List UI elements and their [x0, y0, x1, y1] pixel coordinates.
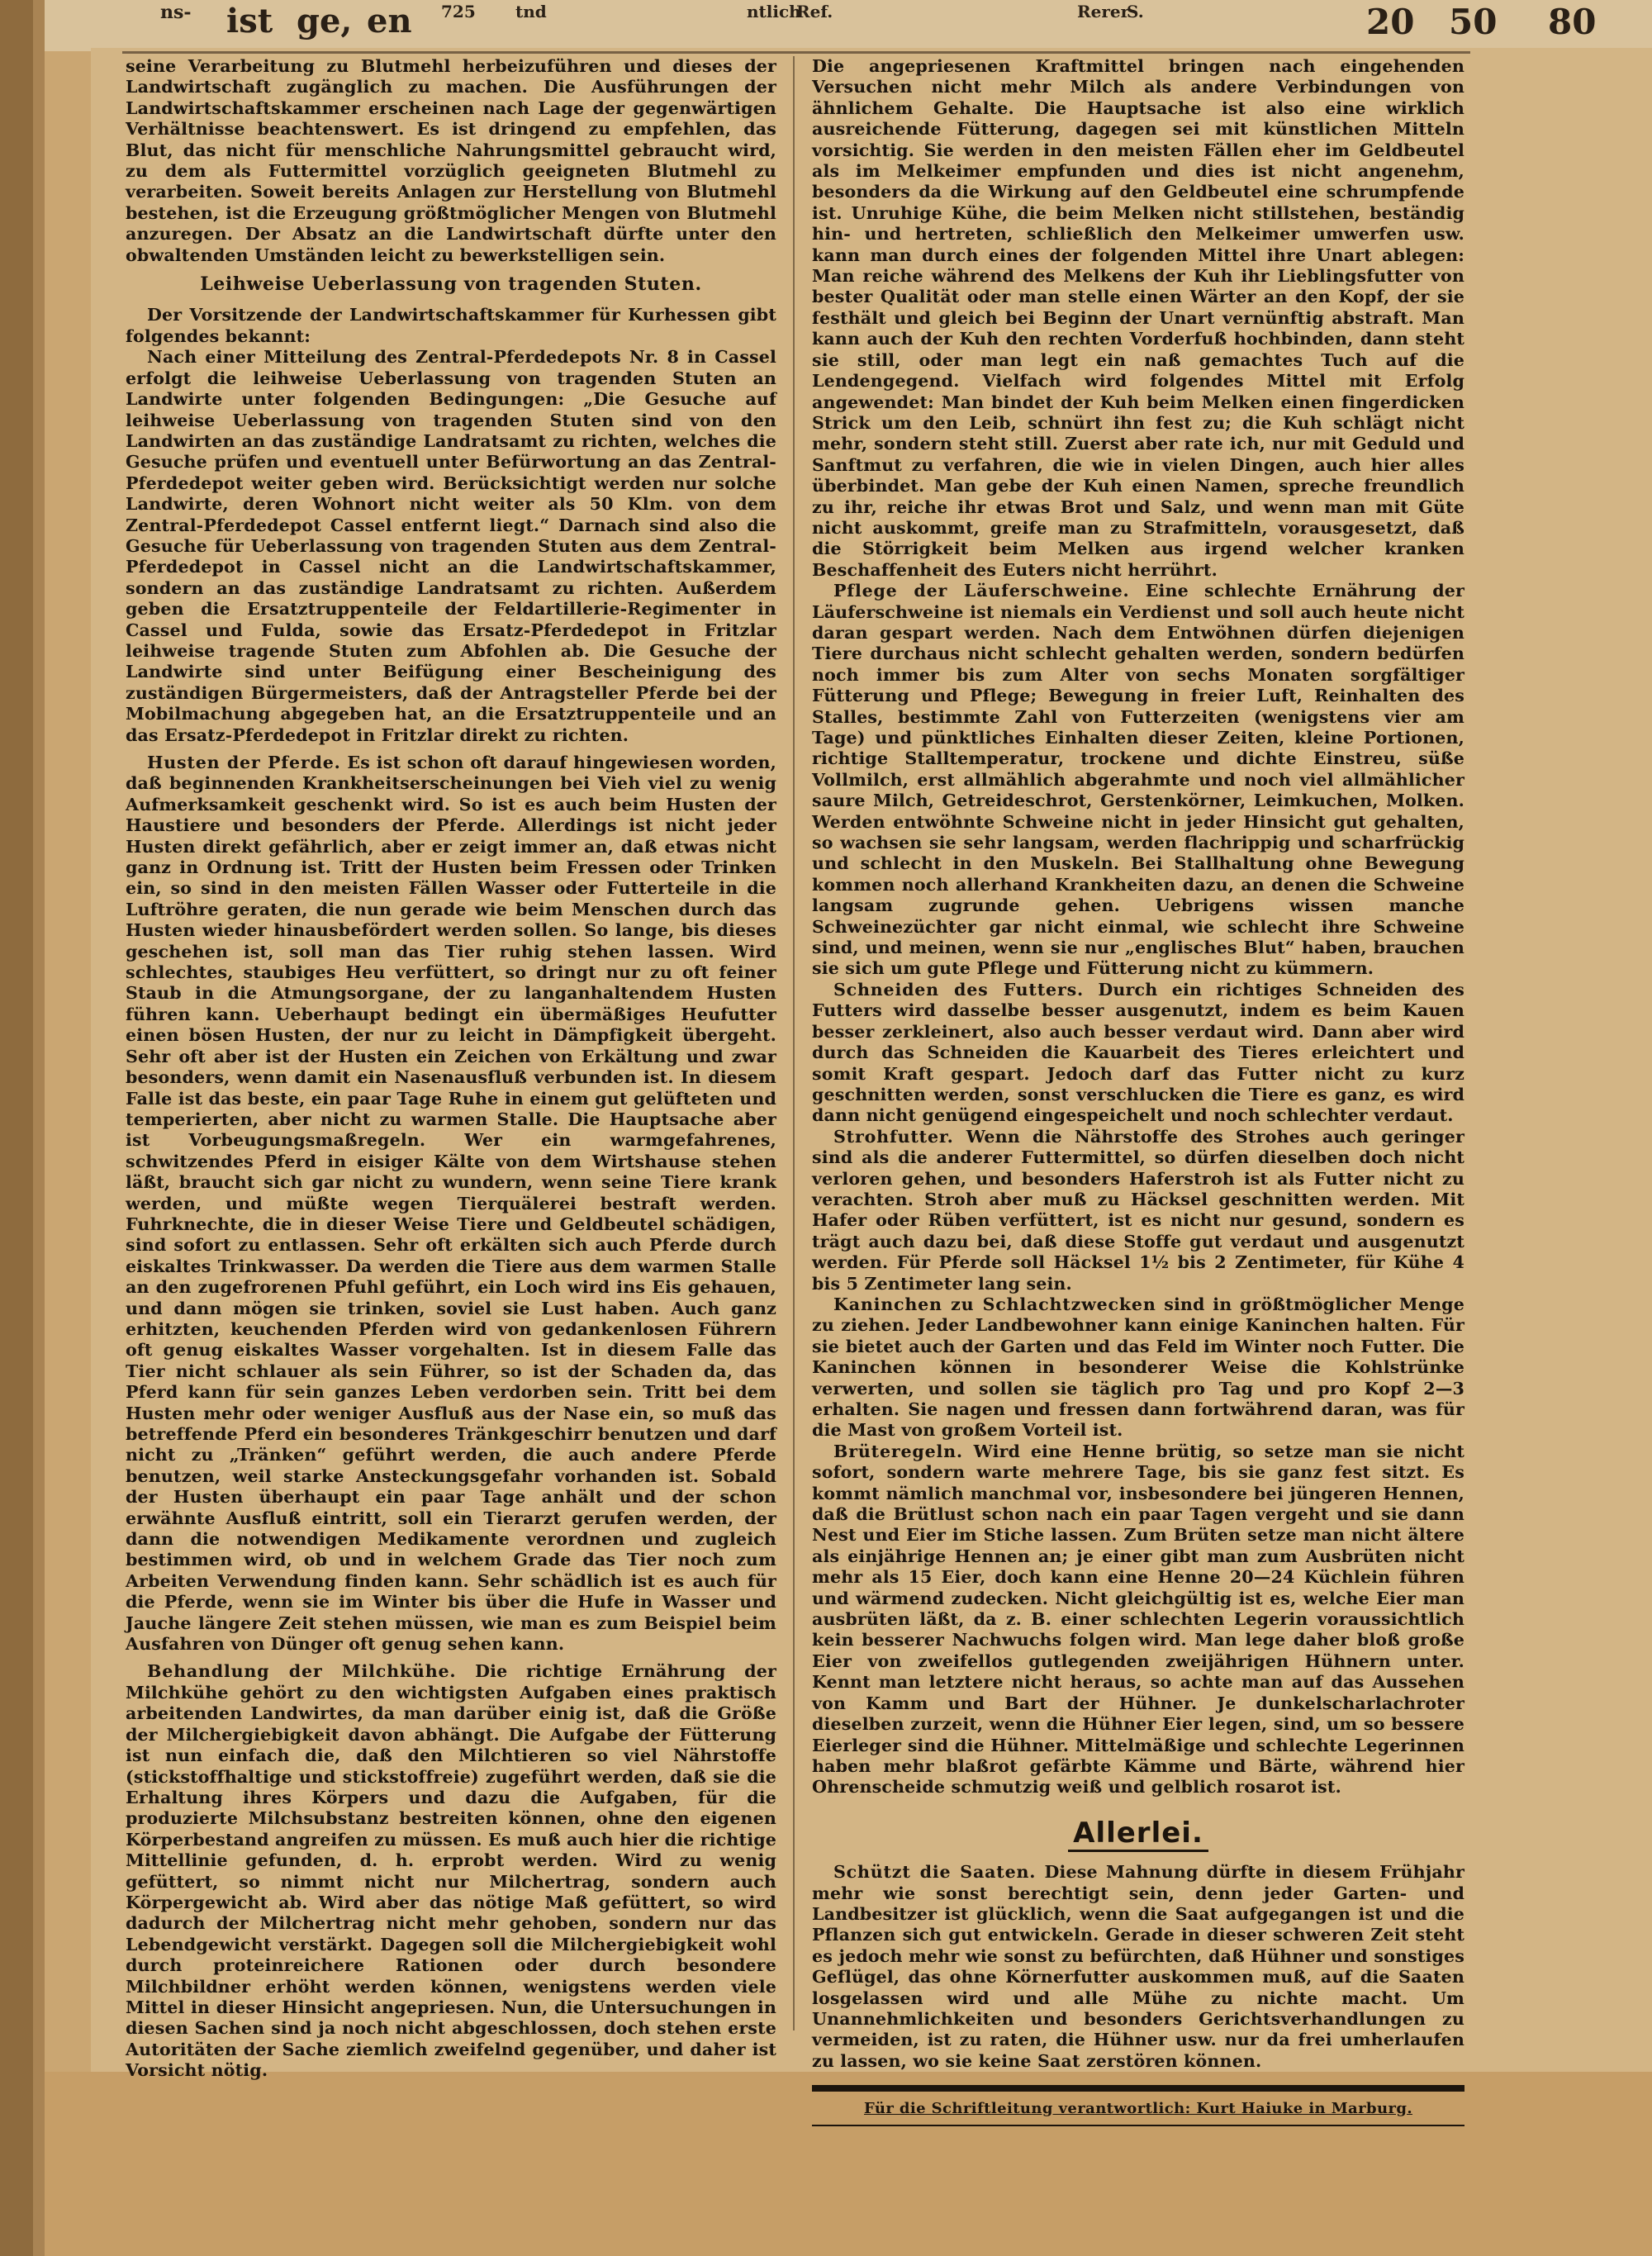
strohfutter-text: Wenn die Nährstoffe des Strohes auch geringer sind als die anderer Futtermittel, so dürfen dieselben doch nicht verloren gehen, und besonders Haferstroh ist als Futter nicht zu verachten. Stroh aber muß zu Häcksel geschnitten werden. Mit Hafer oder Rüben verfüttert, ist es nicht nur gesund, sondern es trägt auch dazu bei, daß diese Stoffe gut verdaut und ausgenutzt werden. Für Pferde soll Häcksel 1½ bis 2 Zentimeter, für Kühe 4 bis 5 Zentimeter lang sein.: [812, 1126, 1464, 1294]
allerlei-title: Allerlei.: [1068, 1817, 1208, 1852]
strip-fragment: Ref.: [796, 2, 833, 21]
husten-text: Es ist schon oft darauf hingewiesen worden, daß beginnenden Krankheitserscheinungen bei Vieh viel zu wenig Aufmerksamkeit geschenkt wird. So ist es auch beim Husten der Haustiere und besonders der Pferde. Allerdings ist nicht jeder Husten direkt gefährlich, aber er zeigt immer an, daß etwas nicht ganz in Ordnung ist. Tritt der Husten beim Fressen oder Trinken ein, so sind in den meisten Fällen Wasser oder Futterteile in die Luftröhre geraten, die nun gerade wie beim Menschen durch das Husten wieder hinausbefördert werden sollen. So lange, bis dieses geschehen ist, soll man das Tier ruhig stehen lassen. Wird schlechtes, staubiges Heu verfüttert, so dringt nur zu oft feiner Staub in die Atmungsorgane, der zu langanhaltendem Husten führen kann. Ueberhaupt bedingt ein übermäßiges Heufutter einen bösen Husten, der nur zu leicht in Dämpfigkeit übergeht. Sehr oft aber ist der Husten ein Zeichen von Erkältung und zwar besonders, wenn damit ein Nasenausfluß verbunden ist. In diesem Falle ist das beste, ein paar Tage Ruhe in einem gut gelüfteten und temperierten, aber nicht zu warmen Stalle. Die Hauptsache aber ist Vorbeugungsmaßregeln. Wer ein warmgefahrenes, schwitzendes Pferd in eisiger Kälte von dem Wirtshause stehen läßt, braucht sich gar nicht zu wundern, wenn seine Tiere krank werden, und müßte wegen Tierquälerei bestraft werden. Fuhrknechte, die in dieser Weise Tiere und Geldbeutel schädigen, sind sofort zu entlassen. Sehr oft erkälten sich auch Pferde durch eiskaltes Trinkwasser. Da werden die Tiere aus dem warmen Stalle an den zugefrorenen Pfuhl geführt, ein Loch wird ins Eis gehauen, und dann mögen sie trinken, soviel sie Lust haben. Auch ganz erhitzten, keuchenden Pferden wird von gedankenlosen Führern oft genug eiskaltes Wasser vorgehalten. Ist in diesem Falle das Tier nicht schlauer als sein Führer, so ist der Schaden da, das Pferd kann für sein ganzes Leben verdorben sein. Tritt bei dem Husten mehr oder weniger Ausfluß aus der Nase ein, so muß das betreffende Pferd ein besonderes Tränkgeschirr benutzen und darf nicht zu „Tränken“ geführt werden, die auch andere Pferde benutzen, weil starke Ansteckungsgefahr vorhanden ist. Sobald der Husten überhaupt ein paar Tage anhält und der schon erwähnte Ausfluß eintritt, soll ein Tierarzt gerufen werden, der dann die notwendigen Medikamente verordnen und zugleich bestimmen wird, ob und in welchem Grade das Tier noch zum Arbeiten Verwendung finden kann. Sehr schädlich ist es auch für die Pferde, wenn sie im Winter bis über die Hufe in Wasser und Jauche längere Zeit stehen müssen, wie man es zum Beispiel beim Ausfahren von Dünger oft genug sehen kann.: [126, 753, 776, 1655]
kaninchen-text: sind in größtmöglicher Menge zu ziehen. Jeder Landbewohner kann einige Kaninchen halten. Für sie bietet auch der Garten und das Feld im Winter noch Futter. Die Kaninchen können in besonderer Weise die Kohlstrünke verwerten, und sollen sie täglich pro Tag und pro Kopf 2—3 erhalten. Sie nagen und fressen dann fortwährend daran, was für die Mast von großem Vorteil ist.: [812, 1294, 1464, 1441]
strip-fragment: Rerer: [1077, 2, 1130, 21]
milchkuehe-paragraph: [126, 1661, 776, 2081]
laeuferschweine-text: Eine schlechte Ernährung der Läuferschweine ist niemals ein Verdienst und soll auch heute nicht daran gespart werden. Nach dem Entwöhnen dürfen diejenigen Tiere durchaus nicht schlecht gehalten werden, sondern bedürfen noch immer bis zum Alter von sechs Monaten sorgfältiger Fütterung und Pflege; Bewegung in freier Luft, Reinhalten des Stalles, bestimmte Zahl von Futterzeiten (wenigstens vier am Tage) und pünktliches Einhalten dieser Zeiten, kleine Portionen, richtige Stalltemperatur, trockene und dichte Einstreu, süße Vollmilch, erst allmählich abgerahmte und noch viel allmählicher saure Milch, Getreideschrot, Gerstenkörner, Leimkuchen, Molken. Werden entwöhnte Schweine nicht in jeder Hinsicht gut gehalten, so wachsen sie sehr langsam, werden flachrippig und scharfrückig und schlecht in den Muskeln. Bei Stallhaltung ohne Bewegung kommen noch allerhand Krankheiten dazu, an denen die Schweine langsam zugrunde gehen. Uebrigens wissen manche Schweinezüchter gar nicht einmal, wie schlecht ihre Schweine sind, und meinen, wenn sie nur „englisches Blut“ haben, brauchen sie sich um gute Pflege und Fütterung nicht zu kümmern.: [812, 581, 1465, 979]
brueteregeln-paragraph: [812, 1441, 1464, 1798]
blutmehl-paragraph: seine Verarbeitung zu Blutmehl herbeizuführen und dieses der Landwirtschaft zugänglich zu machen. Die Ausführungen der Landwirtschaftskammer erscheinen nach Lage der gegenwärtigen Verhältnisse beachtenswert. Es ist dringend zu empfehlen, das Blut, das nicht für menschliche Nahrungsmittel gebraucht wird, zu dem als Futtermittel vorzüglich geeigneten Blutmehl zu verarbeiten. Soweit bereits Anlagen zur Herstellung von Blutmehl bestehen, ist die Erzeugung größtmöglicher Mengen von Blutmehl anzuregen. Der Absatz an die Landwirtschaft dürfte unter den obwaltenden Umständen leicht zu bewerkstelligen sein.: [126, 56, 776, 265]
laeuferschweine-lead: Pflege der Läuferschweine.: [833, 581, 1130, 601]
kaninchen-lead: Kaninchen zu Schlachtzwecken: [833, 1294, 1156, 1314]
schneiden-lead: Schneiden des Futters.: [833, 979, 1084, 1000]
imprint-line: Für die Schriftleitung verantwortlich: Kurt Haiuke in Marburg.: [864, 2100, 1412, 2118]
top-rule: [122, 51, 1470, 54]
milchkuehe-text: Die richtige Ernährung der Milchkühe gehört zu den wichtigsten Aufgaben eines praktisch arbeitenden Landwirtes, da man darüber einig ist, daß die Größe der Milchergiebigkeit davon abhängt. Die Aufgabe der Fütterung ist nun einfach die, daß den Milchtieren so viel Nährstoffe (stickstoffhaltige und stickstoffreie) zugeführt werden, daß sie die Erhaltung ihres Körpers und dazu die Aufgaben, für die produzierte Milchsubstanz bestreiten können, ohne den eigenen Körperbestand angreifen zu müssen. Es muß auch hier die richtige Mittellinie gefunden, d. h. erprobt werden. Wird zu wenig gefüttert, so nimmt nicht nur Milchertrag, sondern auch Körpergewicht ab. Wird aber das nötige Maß gefüttert, so wird dadurch der Milchertrag nicht mehr gehoben, sondern nur das Lebendgewicht verstärkt. Dagegen soll die Milchergiebigkeit wohl durch proteinreichere Rationen oder durch besondere Milchbildner erhöht werden können, wenigstens werden viele Mittel in dieser Hinsicht angepriesen. Nun, die Untersuchungen in diesen Sachen sind ja noch nicht abgeschlossen, doch stehen erste Autoritäten der Sache ziemlich zweifelnd gegenüber, und daher ist Vorsicht nötig.: [126, 1661, 776, 2081]
saaten-paragraph: [812, 1862, 1464, 2072]
saaten-text: Diese Mahnung dürfte in diesem Frühjahr mehr wie sonst berechtigt sein, denn jeder Garten- und Landbesitzer ist glücklich, wenn die Saat aufgegangen ist und die Pflanzen sich gut entwickeln. Gerade in dieser schweren Zeit steht es jedoch mehr wie sonst zu befürchten, daß Hühner und sonstiges Geflügel, das ohne Körnerfutter auskommen muß, auf die Saaten losgelassen wird und alle Mühe zu nichte macht. Um Unannehmlichkeiten und besonders Gerichtsverhandlungen zu vermeiden, ist zu raten, die Hühner usw. nur da frei umherlaufen zu lassen, wo sie keine Saat zerstören können.: [812, 1862, 1464, 2071]
scan-edge: [0, 0, 33, 2256]
strip-fragment: S.: [1127, 2, 1144, 21]
schneiden-paragraph: [812, 980, 1464, 1127]
milchkuehe-continued: Die angepriesenen Kraftmittel bringen nach eingehenden Versuchen nicht mehr Milch als andere Verbindungen von ähnlichem Gehalte. Die Hauptsache ist also eine wirklich ausreichende Fütterung, dagegen sei mit künstlichen Mitteln vorsichtig. Sie werden in den meisten Fällen eher im Geldbeutel als im Melkeimer empfunden und dies ist nicht angenehm, besonders da die Wirkung auf den Geldbeutel eine schrumpfende ist. Unruhige Kühe, die beim Melken nicht stillstehen, beständig hin- und hertreten, schließlich den Melkeimer umwerfen usw. kann man durch eines der folgenden Mittel ihre Unart ablegen: Man reiche während des Melkens der Kuh ihr Lieblingsfutter von bester Qualität oder man stelle einen Wärter an den Kopf, der sie festhält und gleich bei Beginn der Unart vernünftig abstraft. Man kann auch der Kuh den rechten Vorderfuß hochbinden, dann steht sie still, oder man legt ein naß gemachtes Tuch auf die Lendengegend. Vielfach wird folgendes Mittel mit Erfolg angewendet: Man bindet der Kuh beim Melken einen fingerdicken Strick um den Leib, schnürt ihn fest zu; die Kuh schlägt nicht mehr, sondern steht still. Zuerst aber rate ich, nur mit Geduld und Sanftmut zu verfahren, die wie in vielen Dingen, auch hier alles überbindet. Man gebe der Kuh einen Namen, spreche freundlich zu ihr, reiche ihr etwas Brot und Salz, und wenn man mit Güte nicht auskommt, greife man zu Strafmitteln, vorausgesetzt, daß die Störrigkeit beim Melken aus irgend welcher kranken Beschaffenheit des Euters nicht herrührt.: [812, 56, 1464, 580]
husten-lead: Husten der Pferde.: [147, 753, 341, 772]
left-column: [126, 56, 776, 2082]
strip-fragment: 725: [441, 2, 476, 21]
husten-paragraph: [126, 753, 776, 1655]
allerlei-heading: [812, 1816, 1464, 1850]
strip-fragment: en: [367, 2, 412, 40]
strip-fragment: 50: [1449, 2, 1498, 42]
column-rule: [793, 56, 795, 2030]
milchkuehe-lead: Behandlung der Milchkühe.: [147, 1661, 457, 1682]
imprint-bottom-rule: [812, 2125, 1464, 2126]
imprint-rule: [812, 2085, 1464, 2092]
strip-fragment: ge,: [297, 2, 353, 40]
previous-page-strip: [45, 0, 1652, 51]
strip-fragment: ntlich: [747, 2, 801, 21]
brueteregeln-text: Wird eine Henne brütig, so setze man sie nicht sofort, sondern warte mehrere Tage, bis sie ganz fest sitzt. Es kommt nämlich manchmal vor, insbesondere bei jüngeren Hennen, daß die Brütlust schon nach ein paar Tagen vergeht und sie dann Nest und Eier im Stiche lassen. Zum Brüten setze man nicht ältere als einjährige Hennen an; je einer gibt man zum Ausbrüten nicht mehr als 15 Eier, doch kann eine Henne 20—24 Küchlein führen und wärmend zudecken. Nicht gleichgültig ist es, welche Eier man ausbrüten läßt, da z. B. einer schlechten Legerin voraussichtlich kein besserer Nachwuchs folgen wird. Man lege daher bloß große Eier von zweifellos gutlegenden zweijährigen Hühnern unter. Kennt man letztere nicht heraus, so achte man auf das Aussehen von Kamm und Bart der Hühner. Je dunkelscharlachroter dieselben zurzeit, wenn die Hühner Eier legen, sind, um so bessere Eierleger sind die Hühner. Mittelmäßige und schlechte Legerinnen haben mehr blaßrot gefärbte Kämme und Bärte, während hier Ohrenscheide schmutzig weiß und gelblich rosarot ist.: [812, 1441, 1464, 1798]
strip-fragment: tnd: [515, 2, 547, 21]
brueteregeln-lead: Brüteregeln.: [833, 1441, 963, 1461]
saaten-lead: Schützt die Saaten.: [833, 1862, 1037, 1883]
laeuferschweine-paragraph: [812, 581, 1464, 980]
strip-fragment: ist: [226, 2, 273, 40]
stuten-heading: Leihweise Ueberlassung von tragenden Stuten.: [200, 273, 702, 296]
scan-edge-inner: [33, 0, 45, 2256]
stuten-intro: Der Vorsitzende der Landwirtschaftskammer für Kurhessen gibt folgendes bekannt:: [126, 305, 776, 346]
right-column: [812, 56, 1464, 2126]
strohfutter-lead: Strohfutter.: [833, 1126, 954, 1147]
strip-fragment: ns-: [160, 2, 192, 23]
strohfutter-paragraph: [812, 1127, 1464, 1294]
schneiden-text: Durch ein richtiges Schneiden des Futters wird dasselbe besser ausgenutzt, indem es beim Kauen besser zerkleinert, also auch besser verdaut wird. Dann aber wird durch das Schneiden die Kauarbeit des Tieres erleichtert und somit Kraft gespart. Jedoch darf das Futter nicht zu kurz geschnitten werden, sonst verschlucken die Tiere es ganz, es wird dann nicht genügend eingespeichelt und noch schlechter verdaut.: [812, 979, 1464, 1126]
strip-fragment: 20: [1366, 2, 1415, 42]
stuten-body: Nach einer Mitteilung des Zentral-Pferdedepots Nr. 8 in Cassel erfolgt die leihweise Ueberlassung von tragenden Stuten an Landwirte unter folgenden Bedingungen: „Die Gesuche auf leihweise Ueberlassung von tragenden Stuten sind von den Landwirten an das zuständige Landratsamt zu richten, welches die Gesuche prüfen und eventuell unter Befürwortung an das Zentral-Pferdedepot weiter geben wird. Berücksichtigt werden nur solche Landwirte, deren Wohnort nicht weiter als 50 Klm. von dem Zentral-Pferdedepot Cassel entfernt liegt.“ Darnach sind also die Gesuche für Ueberlassung von tragenden Stuten aus dem Zentral-Pferdedepot in Cassel nicht an die Landwirtschaftskammer, sondern an das zuständige Landratsamt zu richten. Außerdem geben die Ersatztruppenteile der Feldartillerie-Regimenter in Cassel und Fulda, sowie das Ersatz-Pferdedepot in Fritzlar leihweise tragende Stuten zum Abfohlen ab. Die Gesuche der Landwirte sind unter Beifügung einer Bescheinigung des zuständigen Bürgermeisters, daß der Antragsteller Pferde bei der Mobilmachung abgegeben hat, an die Ersatztruppenteile und an das Ersatz-Pferdedepot in Fritzlar direkt zu richten.: [126, 347, 776, 745]
kaninchen-paragraph: [812, 1294, 1464, 1441]
strip-fragment: 80: [1548, 2, 1597, 42]
